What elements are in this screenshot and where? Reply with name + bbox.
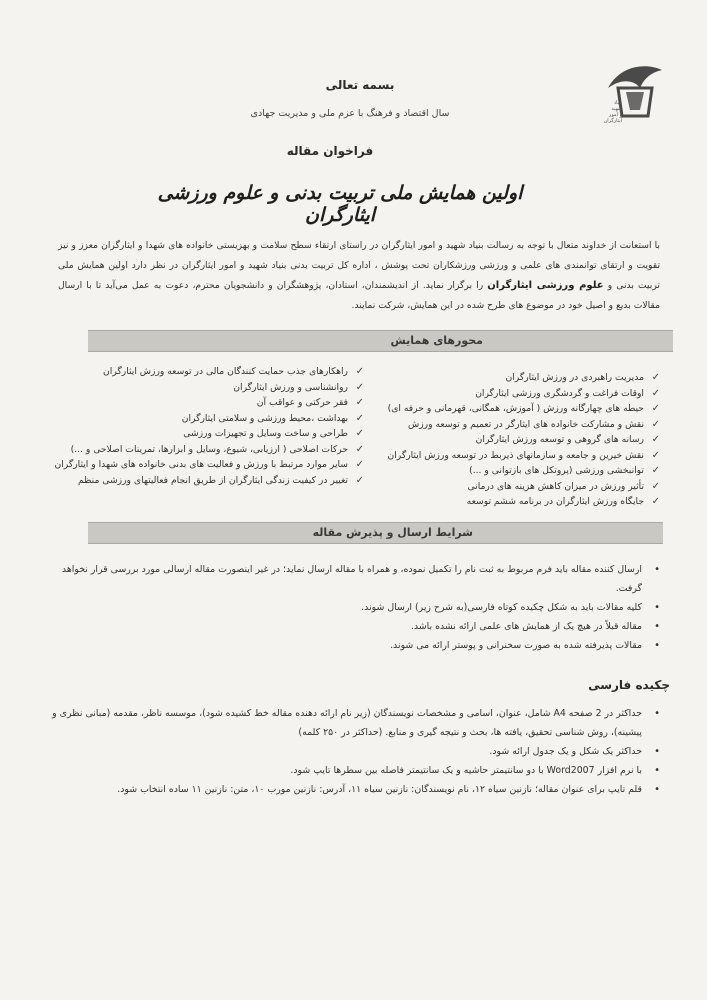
- list-item: ✓ جایگاه ورزش ایثارگران در برنامه ششم توسعه: [368, 494, 660, 510]
- bullet-icon: •: [654, 708, 660, 719]
- themes-left-list: [54, 364, 364, 488]
- submission-heading: شرایط ارسال و پذیرش مقاله: [312, 526, 473, 539]
- check-icon: ✓: [651, 387, 660, 399]
- bullet-icon: •: [654, 564, 660, 575]
- list-item: ✓ حرکات اصلاحی ( ارزیابی، شیوع، وسایل و ابزارها، تمرینات اصلاحی و ...): [54, 442, 364, 458]
- check-icon: ✓: [355, 428, 364, 439]
- list-item: • حداکثر یک شکل و یک جدول ارائه شود.: [40, 742, 660, 761]
- list-item: ✓ راهکارهای جذب حمایت کنندگان مالی در توسعه ورزش ایثارگران: [54, 364, 364, 380]
- logo-text-line: بنیاد: [613, 100, 622, 106]
- bullet-icon: •: [654, 784, 660, 795]
- intro-paragraph: [58, 236, 660, 316]
- list-item: • مقاله قبلاً در هیچ یک از همایش های علمی ارائه نشده باشد.: [40, 617, 660, 636]
- list-item: ✓ مدیریت راهبردی در ورزش ایثارگران: [368, 370, 660, 386]
- themes-right-list: [368, 370, 660, 510]
- check-icon: ✓: [355, 474, 364, 486]
- check-icon: ✓: [355, 381, 364, 393]
- page-blank-area: [0, 810, 707, 1000]
- logo-text-line: و امور ایثارگران: [603, 112, 622, 124]
- list-item: ✓ تغییر در کیفیت زندگی ایثارگران از طریق انجام فعالیتهای ورزشی منظم: [54, 473, 364, 489]
- bullet-icon: •: [654, 602, 660, 613]
- check-icon: ✓: [651, 418, 660, 430]
- dove-emblem-icon: [600, 58, 670, 136]
- list-item: ✓ نقش خیرین و جامعه و سازمانهای ذیربط در توسعه ورزش ایثارگران: [368, 448, 660, 464]
- list-item: • با نرم افزار Word2007 با دو سانتیمتر حاشیه و یک سانتیمتر فاصله بین سطرها تایپ شود.: [40, 761, 660, 780]
- check-icon: ✓: [651, 480, 660, 492]
- abstract-list: [40, 704, 660, 799]
- list-item: • مقالات پذیرفته شده به صورت سخنرانی و پوستر ارائه می شوند.: [40, 636, 660, 655]
- foundation-logo: [600, 58, 670, 136]
- check-icon: ✓: [651, 434, 660, 445]
- submission-section-header: [88, 522, 663, 544]
- list-item: ✓ طراحی و ساخت وسایل و تجهیزات ورزشی: [54, 426, 364, 442]
- check-icon: ✓: [651, 372, 660, 383]
- list-item: ✓ روانشناسی و ورزش ایثارگران: [54, 380, 364, 396]
- bullet-icon: •: [654, 621, 660, 632]
- list-item: ✓ اوقات فراغت و گردشگری ورزشی ایثارگران: [368, 386, 660, 402]
- bismillah-heading: بسمه تعالی: [325, 78, 395, 92]
- bullet-icon: •: [654, 765, 660, 776]
- year-slogan: سال اقتصاد و فرهنگ با عزم ملی و مدیریت جهادی: [250, 108, 450, 119]
- list-item: ✓ نقش و مشارکت خانواده های ایثارگر در تعمیم و توسعه ورزش: [368, 417, 660, 433]
- check-icon: ✓: [355, 412, 364, 424]
- list-item: ✓ تأثیر ورزش در میزان کاهش هزینه های درمانی: [368, 479, 660, 495]
- list-item: • حداکثر در 2 صفحه A4 شامل، عنوان، اسامی و مشخصات نویسندگان (زیر نام ارائه دهنده مقاله خط کشیده شود)، موسسه ناظر، مقدمه (مبانی نظری و پیشینه)، روش شناسی تحقیق، یافته ها، بحث و نتیجه گیری و منابع. (حداکثر در ۲۵۰ کلمه): [40, 704, 660, 742]
- abstract-heading: چکیده فارسی: [588, 678, 670, 692]
- themes-heading: محورهای همایش: [390, 334, 483, 347]
- list-item: • کلیه مقالات باید به شکل چکیده کوتاه فارسی(به شرح زیر) ارسال شوند.: [40, 598, 660, 617]
- list-item: • ارسال کننده مقاله باید فرم مربوط به ثبت نام را تکمیل نموده، و همراه با مقاله ارسال نماید؛ در غیر اینصورت مقاله ارسالی مورد بررسی قرار نخواهد گرفت.: [40, 560, 660, 598]
- intro-text-after: را برگزار نماید. از اندیشمندان، استادان، پژوهشگران و دانشجویان محترم، دعوت به عمل می‌آید تا با ارسال مقالات بدیع و اصیل خود در موضوع های طرح شده در این همایش، شرکت نمایند.: [58, 280, 660, 311]
- submission-list: [40, 560, 660, 655]
- intro-text: با استعانت از خداوند متعال با توجه به رسالت بنیاد شهید و امور ایثارگران در راستای ارتقاء سطح سلامت و بهزیستی خانواده های شهدا و ایثارگران معزز و نیز تقویت و ارتقای توانمندی های علمی و ورزشی ورزشکاران تحت پوشش ، اداره کل تربیت بدنی بنیاد شهید و امور ایثارگران در نظر دارد اولین همایش ملی تربیت بدنی و: [58, 240, 660, 291]
- list-item: ✓ حیطه های چهارگانه ورزش ( آموزش، همگانی، قهرمانی و حرفه ای): [368, 401, 660, 417]
- check-icon: ✓: [651, 496, 660, 507]
- check-icon: ✓: [651, 403, 660, 414]
- bullet-icon: •: [654, 640, 660, 651]
- list-item: ✓ فقر حرکتی و عواقب آن: [54, 395, 364, 411]
- themes-section-header: [88, 330, 673, 352]
- list-item: ✓ سایر موارد مرتبط با ورزش و فعالیت های بدنی خانواده های شهدا و ایثارگران: [54, 457, 364, 473]
- list-item: ✓ توانبخشی ورزشی (پروتکل های بازتوانی و ...): [368, 463, 660, 479]
- list-item: ✓ رسانه های گروهی و توسعه ورزش ایثارگران: [368, 432, 660, 448]
- bullet-icon: •: [654, 746, 660, 757]
- call-for-papers-label: فراخوان مقاله: [286, 144, 374, 158]
- check-icon: ✓: [651, 465, 660, 476]
- intro-bold-text: علوم ورزشی ایثارگران: [487, 280, 604, 291]
- page-title: اولین همایش ملی تربیت بدنی و علوم ورزشی ایثارگران: [157, 182, 523, 226]
- check-icon: ✓: [355, 366, 364, 377]
- check-icon: ✓: [651, 449, 660, 461]
- check-icon: ✓: [355, 397, 364, 408]
- check-icon: ✓: [355, 443, 364, 455]
- list-item: ✓ بهداشت ،محیط ورزشی و سلامتی ایثارگران: [54, 411, 364, 427]
- list-item: • قلم تایپ برای عنوان مقاله؛ نازنین سیاه ۱۲، نام نویسندگان: نازنین سیاه ۱۱، آدرس: نازنین مورب ۱۰، متن: نازنین ۱۱ ساده انتخاب شود.: [40, 780, 660, 799]
- check-icon: ✓: [355, 459, 364, 470]
- logo-text-line: شهید: [611, 106, 622, 112]
